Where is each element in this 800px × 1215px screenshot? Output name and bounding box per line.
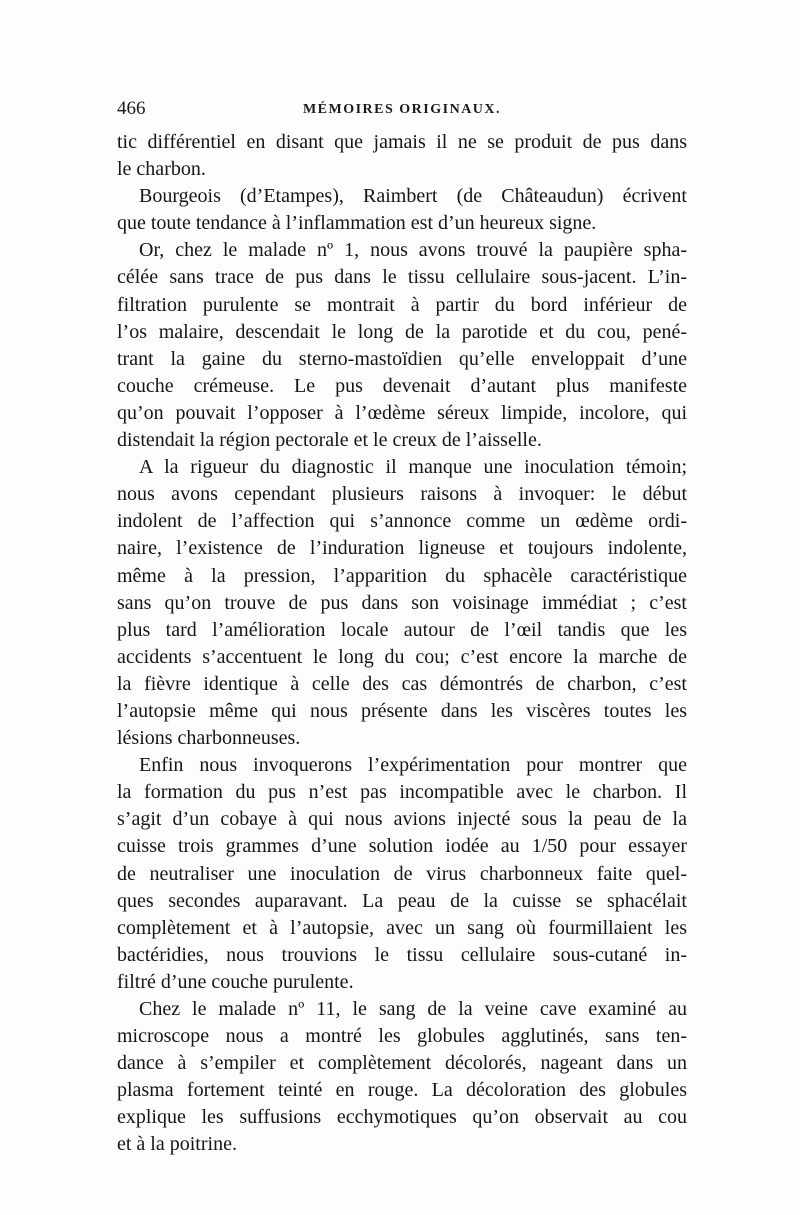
text-line: bactéridies, nous trouvions le tissu cellulaire sous-cutané in-	[117, 943, 687, 966]
text-line: lésions charbonneuses.	[117, 727, 301, 750]
text-line: complètement et à l’autopsie, avec un sang où fourmillaient les	[117, 916, 687, 939]
text-line: Chez le malade nº 11, le sang de la veine cave examiné au	[139, 998, 687, 1020]
text-line: plasma fortement teinté en rouge. La décoloration des globules	[117, 1079, 687, 1102]
text-line: Enfin nous invoquerons l’expérimentation pour montrer que	[139, 754, 687, 777]
text-line: plus tard l’amélioration locale autour de l’œil tandis que les	[117, 618, 687, 641]
text-line: filtration purulente se montrait à partir du bord inférieur de	[117, 293, 687, 316]
text-line: ques secondes auparavant. La peau de la cuisse se sphacélait	[117, 889, 687, 912]
text-line: cuisse trois grammes d’une solution iodée au 1/50 pour essayer	[117, 835, 687, 858]
text-line: et à la poitrine.	[117, 1133, 237, 1156]
text-line: sans qu’on trouve de pus dans son voisinage immédiat ; c’est	[117, 591, 687, 614]
text-line: l’autopsie même qui nous présente dans les viscères toutes les	[117, 699, 687, 722]
running-head: MÉMOIRES ORIGINAUX.	[302, 102, 502, 117]
text-line: nous avons cependant plusieurs raisons à invoquer: le début	[117, 483, 687, 506]
text-line: trant la gaine du sterno-mastoïdien qu’elle enveloppait d’une	[117, 347, 687, 370]
text-line: la fièvre identique à celle des cas démontrés de charbon, c’est	[117, 672, 687, 695]
text-line: de neutraliser une inoculation de virus charbonneux faite quel-	[117, 862, 687, 885]
body-text	[117, 129, 687, 1159]
text-line: la formation du pus n’est pas incompatible avec le charbon. Il	[117, 781, 687, 804]
text-line: s’agit d’un cobaye à qui nous avions injecté sous la peau de la	[117, 808, 687, 831]
text-line: filtré d’une couche purulente.	[117, 970, 354, 993]
text-line: tic différentiel en disant que jamais il ne se produit de pus dans	[117, 131, 687, 153]
text-line: explique les suffusions ecchymotiques qu’on observait au cou	[117, 1106, 687, 1129]
text-line: naire, l’existence de l’induration ligneuse et toujours indolente,	[117, 537, 687, 560]
text-line: A la rigueur du diagnostic il manque une inoculation témoin;	[139, 456, 687, 479]
text-line: même à la pression, l’apparition du sphacèle caractéristique	[117, 564, 687, 587]
text-line: qu’on pouvait l’opposer à l’œdème séreux limpide, incolore, qui	[117, 401, 687, 424]
text-line: microscope nous a montré les globules agglutinés, sans ten-	[117, 1025, 687, 1048]
text-line: accidents s’accentuent le long du cou; c’est encore la marche de	[117, 645, 687, 668]
page-header	[117, 98, 687, 126]
text-line: couche crémeuse. Le pus devenait d’autant plus manifeste	[117, 374, 687, 397]
text-line: l’os malaire, descendait le long de la parotide et du cou, pené-	[117, 320, 687, 343]
page-number: 466	[117, 98, 146, 119]
text-line: Bourgeois (d’Etampes), Raimbert (de Châteaudun) écrivent	[139, 185, 687, 208]
text-line: distendait la région pectorale et le creux de l’aisselle.	[117, 429, 542, 452]
text-line: Or, chez le malade nº 1, nous avons trouvé la paupière spha-	[139, 239, 687, 262]
text-line: célée sans trace de pus dans le tissu cellulaire sous-jacent. L’in-	[117, 266, 687, 289]
text-line: que toute tendance à l’inflammation est d’un heureux signe.	[117, 212, 597, 235]
text-line: dance à s’empiler et complètement décolorés, nageant dans un	[117, 1052, 687, 1075]
text-line: le charbon.	[117, 158, 206, 181]
text-line: indolent de l’affection qui s’annonce comme un œdème ordi-	[117, 510, 687, 533]
